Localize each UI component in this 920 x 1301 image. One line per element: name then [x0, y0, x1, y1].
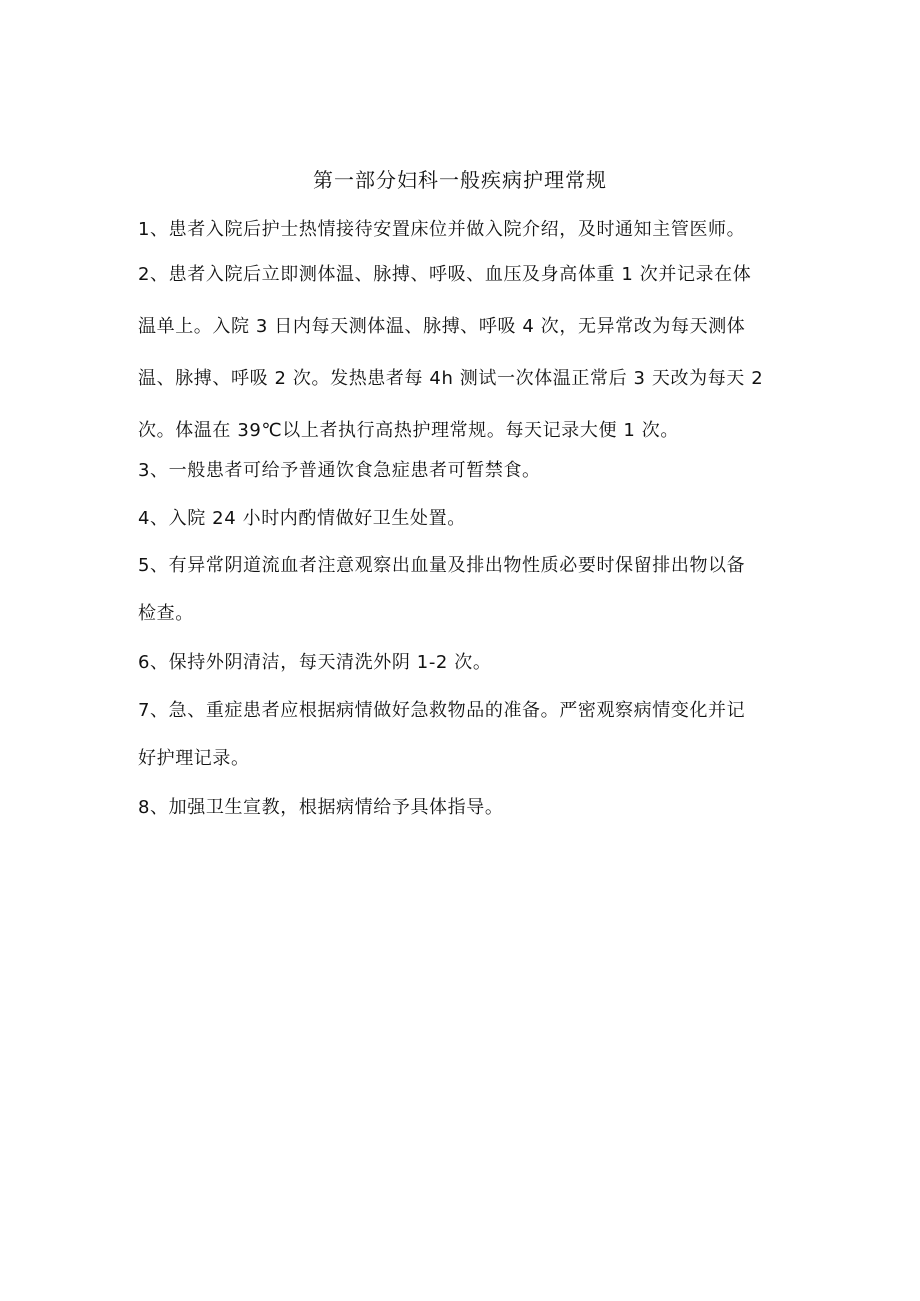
text-line: 好护理记录。	[138, 748, 250, 769]
text-line: 7、急、重症患者应根据病情做好急救物品的准备。严密观察病情变化并记	[138, 700, 746, 721]
text-line: 2、患者入院后立即测体温、脉搏、呼吸、血压及身高体重 1 次并记录在体	[138, 264, 752, 285]
text-line: 6、保持外阴清洁，每天清洗外阴 1-2 次。	[138, 652, 492, 673]
text-line: 检查。	[138, 603, 194, 624]
text-line: 8、加强卫生宣教，根据病情给予具体指导。	[138, 797, 504, 818]
list-item-4	[138, 501, 798, 537]
text-line: 温单上。入院 3 日内每天测体温、脉搏、呼吸 4 次，无异常改为每天测体	[138, 316, 746, 337]
text-line: 温、脉搏、呼吸 2 次。发热患者每 4h 测试一次体温正常后 3 天改为每天 2	[138, 368, 764, 389]
list-item-5	[138, 548, 798, 644]
page-title: 第一部分妇科一般疾病护理常规	[313, 168, 607, 192]
text-line: 3、一般患者可给予普通饮食急症患者可暂禁食。	[138, 460, 541, 481]
text-line: 5、有异常阴道流血者注意观察出血量及排出物性质必要时保留排出物以备	[138, 555, 746, 576]
list-item-3	[138, 453, 798, 489]
text-line: 4、入院 24 小时内酌情做好卫生处置。	[138, 508, 466, 529]
list-item-8	[138, 790, 798, 826]
list-item-6	[138, 645, 798, 681]
text-line: 1、患者入院后护士热情接待安置床位并做入院介绍，及时通知主管医师。	[138, 219, 746, 240]
list-item-2	[138, 257, 798, 465]
list-item-7	[138, 693, 798, 789]
text-line: 次。体温在 39℃以上者执行高热护理常规。每天记录大便 1 次。	[138, 420, 679, 441]
list-item-1	[138, 212, 798, 248]
